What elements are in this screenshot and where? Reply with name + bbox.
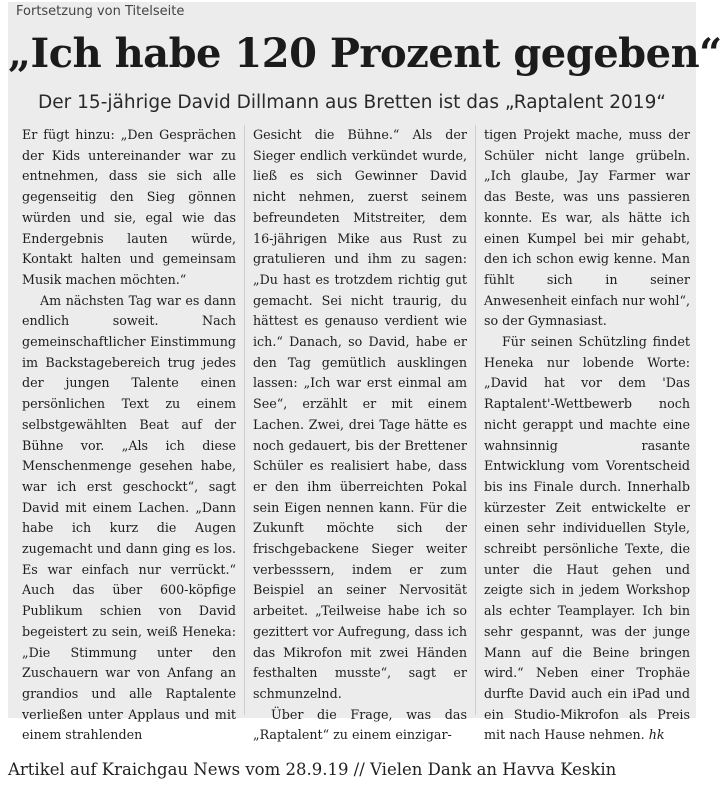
article-headline: „Ich habe 120 Prozent gegeben“ — [8, 30, 722, 77]
column-divider — [475, 125, 476, 715]
continuation-kicker: Fortsetzung von Titelseite — [16, 4, 185, 19]
body-paragraph: Gesicht die Bühne.“ Als der Sieger endlich verkündet wurde, ließ es sich Gewinner David nicht nehmen, zuerst seinem befreundeten Mitstreiter, dem 16-jährigen Mike aus Rust zu gratulieren und ihm zu sagen: „Du hast es trotzdem richtig gut gemacht. Sei nicht traurig, du hättest es genauso verdient wie ich.“ Danach, so David, habe er den Tag gemütlich ausklingen lassen: „Ich war erst einmal am See“, erzählt er mit einem Lachen. Zwei, drei Tage hätte es noch gedauert, bis der Brettener Schüler es realisiert habe, dass er den ihm überreichten Pokal sein Eigen nennen kann. Für die Zukunft möchte sich der frischgebackene Sieger weiter verbesssern, indem er zum Beispiel an seiner Nervosität arbeitet. „Teilweise habe ich so gezittert vor Aufregung, dass ich das Mikrofon mit zwei Händen festhalten musste“, sagt er schmunzelnd. — [253, 127, 467, 701]
body-paragraph: Über die Frage, was das „Raptalent“ zu einem einzigar- — [253, 706, 467, 743]
article-column-3 — [484, 125, 690, 746]
article-column-1 — [22, 125, 236, 746]
body-paragraph-text: Für seinen Schützling findet Heneka nur lobende Worte: „David hat vor dem 'Das Raptalent'-Wettbewerb noch nicht gerappt und machte eine wahnsinnig rasante Entwicklung vom Vorentscheid bis ins Finale durch. Innerhalb kürzester Zeit entwickelte er einen sehr individuellen Style, schreibt persönliche Texte, die unter die Haut gehen und zeigte sich in jedem Workshop als echter Teamplayer. Ich bin sehr gespannt, was der junge Mann auf die Beine bringen wird.“ Neben einer Trophäe durfte David auch ein iPad und ein Studio-Mikrofon als Preis mit nach Hause nehmen. — [484, 334, 690, 743]
column-divider — [244, 125, 245, 715]
body-paragraph: Am nächsten Tag war es dann endlich soweit. Nach gemeinschaftlicher Einstimmung im Backstagebereich trug jedes der jungen Talente einen persönlichen Text zu einem selbstgewählten Beat auf der Bühne vor. „Als ich diese Menschenmenge gesehen habe, war ich erst geschockt“, sagt David mit einem Lachen. „Dann habe ich kurz die Augen zugemacht und dann ging es los. Es war einfach nur verrückt.“ Auch das über 600-köpfige Publikum schien von David begeistert zu sein, weiß Heneka: „Die Stimmung unter den Zuschauern war von Anfang an grandios und alle Raptalente verließen unter Applaus und mit einem strahlenden — [22, 292, 236, 743]
newspaper-clipping — [8, 2, 722, 743]
body-paragraph: tigen Projekt mache, muss der Schüler nicht lange grübeln. „Ich glaube, Jay Farmer war das Beste, was uns passieren konnte. Es war, als hätte ich einen Kumpel bei mir gehabt, den ich schon ewig kenne. Man fühlt sich in seiner Anwesenheit einfach nur wohl“, so der Gymnasiast. — [484, 127, 690, 329]
body-paragraph: Er fügt hinzu: „Den Gesprächen der Kids untereinander war zu entnehmen, dass sie sich alle gegenseitig den Sieg gönnen würden und sie, egal wie das Endergebnis lauten würde, Kontakt halten und gemeinsam Musik machen möchten.“ — [22, 127, 236, 287]
image-caption: Artikel auf Kraichgau News vom 28.9.19 // Vielen Dank an Havva Keskin — [8, 760, 617, 779]
article-body — [22, 125, 690, 743]
body-paragraph-final — [484, 332, 690, 746]
article-column-2 — [253, 125, 467, 746]
article-subheadline: Der 15-jährige David Dillmann aus Bretten ist das „Raptalent 2019“ — [38, 92, 666, 113]
author-signature: hk — [648, 727, 665, 743]
